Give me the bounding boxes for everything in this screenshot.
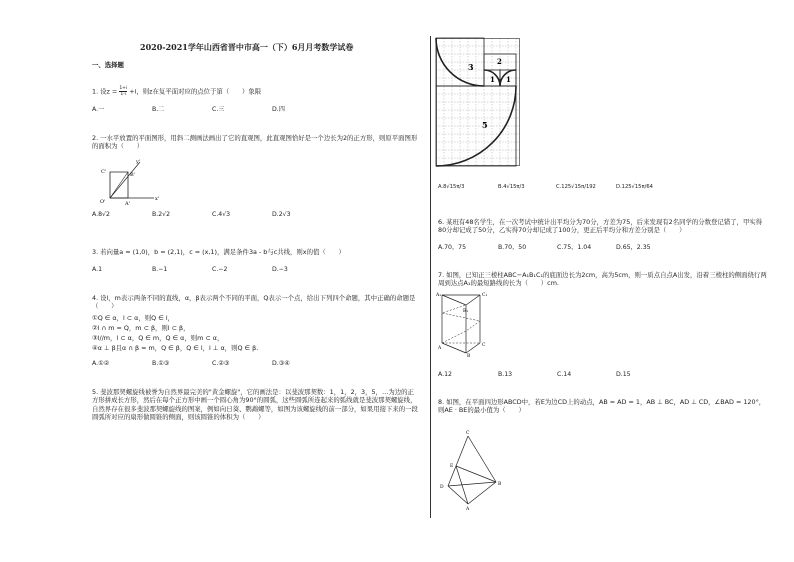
- q1-frac-den: 1-i: [120, 92, 127, 97]
- q7-option-d[interactable]: D.15: [616, 371, 631, 378]
- q2-label-bp: B': [130, 172, 136, 178]
- q8-label-e: E: [450, 464, 454, 469]
- q5-option-d[interactable]: D.125√15π/64: [616, 184, 653, 190]
- q1-option-c[interactable]: C.三: [212, 106, 225, 113]
- q5-option-a[interactable]: A.8√15π/3: [438, 184, 465, 190]
- q7-option-b[interactable]: B.13: [498, 371, 513, 378]
- q2-option-b[interactable]: B.2√2: [152, 211, 171, 218]
- page-title: 2020-2021学年山西省晋中市高一（下）6月月考数学试卷: [140, 42, 354, 52]
- q1-option-d[interactable]: D.四: [272, 106, 285, 113]
- q3-option-b[interactable]: B.−1: [152, 266, 168, 273]
- q1-stem: [92, 86, 261, 97]
- q4-option-d[interactable]: D.③④: [272, 360, 290, 367]
- q1-text-a: 1. 设z =: [92, 87, 118, 96]
- q6-option-c[interactable]: C.75，1.04: [557, 244, 592, 251]
- q6-option-a[interactable]: A.70，75: [438, 244, 467, 251]
- q4-item-4: ④α ⊥ β且α ∩ β = m，Q ∈ β，Q ∈ l，l ⊥ α，则Q ∈ β.: [92, 344, 259, 352]
- q2-label-yp: y': [136, 159, 141, 165]
- q7-label-a: A: [438, 346, 442, 351]
- q8-quadrilateral-figure: [436, 430, 506, 510]
- q4-stem: 4. 设l，m表示两条不同的直线，α，β表示两个不同的平面，Q表示一个点，给出下列四个命题，其中正确的命题是（ ）: [92, 294, 416, 311]
- q7-label-c: C: [482, 343, 486, 348]
- q2-label-xp: x': [155, 196, 160, 202]
- q7-label-b1: B₁: [463, 309, 469, 314]
- q3-stem: 3. 若向量a = (1,0)，b = (2,1)，c = (x,1)，满足条件3a - b与c共线，则x的值（ ）: [92, 248, 345, 256]
- q5-label-3: 3: [468, 62, 474, 72]
- q2-label-op: O': [100, 199, 106, 205]
- q1-text-b: +i，则z在复平面对应的点位于第（ ）象限: [129, 87, 262, 96]
- q1-option-a[interactable]: A.一: [92, 106, 105, 113]
- q4-item-3: ③l//m，l ⊂ α，Q ∈ m，Q ∈ α，则m ⊂ α，: [92, 334, 224, 342]
- q4-option-b[interactable]: B.①③: [152, 360, 170, 367]
- q5-fibonacci-figure: [436, 38, 522, 168]
- q4-option-c[interactable]: C.②③: [212, 360, 230, 367]
- q7-path: [442, 305, 480, 343]
- section-heading: 一、选择题: [92, 61, 124, 69]
- q4-option-a[interactable]: A.①②: [92, 360, 110, 367]
- q3-option-c[interactable]: C.−2: [212, 266, 228, 273]
- q5-label-1a: 1: [490, 75, 495, 84]
- q5-label-1b: 1: [506, 75, 511, 84]
- q1-fraction: [119, 86, 127, 97]
- q5-label-5: 5: [482, 120, 488, 130]
- q8-label-a: A: [466, 507, 470, 512]
- q7-prism-figure: [436, 291, 496, 357]
- q7-stem: 7. 如图，已知正三棱柱ABC−A₁B₁C₁的底面边长为2cm，高为5cm，则一质点自点A出发，沿着三棱柱的侧面绕行两周到达点A₁的最短路线的长为（ ）cm.: [438, 271, 767, 288]
- q2-option-d[interactable]: D.2√3: [272, 211, 291, 218]
- q7-option-c[interactable]: C.14: [557, 371, 572, 378]
- q6-option-d[interactable]: D.65，2.35: [616, 244, 651, 251]
- q1-frac-num: 1+i: [119, 86, 128, 91]
- q6-stem: 6. 某班有48名学生，在一次考试中统计出平均分为70分，方差为75，后来发现有2名同学的分数登记错了，甲实得80分却记成了50分，乙实得70分却记成了100分，更正后平均分和方差分别是（ ）: [438, 218, 763, 235]
- q8-label-c: C: [466, 431, 470, 436]
- q2-option-a[interactable]: A.8√2: [92, 211, 110, 218]
- q2-y-axis: [110, 162, 140, 198]
- q2-figure: [92, 158, 162, 208]
- q1-option-b[interactable]: B.二: [152, 106, 165, 113]
- q2-stem: 2. 一水平放置的平面图形，用斜二测画法画出了它的直观图，此直观图恰好是一个边长为2的正方形，则原平面图形的面积为（ ）: [92, 134, 418, 151]
- q2-label-ap: A': [125, 201, 130, 207]
- q5-label-2: 2: [497, 57, 502, 66]
- q7-label-a1: A₁: [436, 293, 442, 298]
- q8-label-d: D: [440, 485, 444, 490]
- q4-item-1: ①Q ∈ α，l ⊂ α，则Q ∈ l，: [92, 314, 175, 322]
- column-divider: [430, 36, 431, 518]
- q2-option-c[interactable]: C.4√3: [212, 211, 231, 218]
- q7-option-a[interactable]: A.12: [438, 371, 452, 378]
- q7-label-b: B: [467, 354, 471, 359]
- q4-item-2: ②l ∩ m = Q，m ⊂ β，则l ⊂ β，: [92, 324, 190, 332]
- q2-label-cp: C': [101, 169, 107, 175]
- q6-option-b[interactable]: B.70，50: [498, 244, 527, 251]
- q5-option-b[interactable]: B.4√15π/3: [498, 184, 525, 190]
- q7-label-c1: C₁: [482, 293, 488, 298]
- q3-option-a[interactable]: A.1: [92, 266, 103, 273]
- q5-stem: 5. 斐波那契螺旋线被誉为自然界最完美的"黄金螺旋"，它的画法是：以斐波那契数：1，1，2，3，5，…为边的正方形拼成长方形，然后在每个正方形中画一个圆心角为90°的圆弧，这些圆弧所连起来的弧线就是斐波那契螺旋线，自然界存在很多斐波那契螺旋线的图案，例如向日葵、鹦鹉螺等，如图为该螺旋线的前一部分，如果用接下来的一段圆弧所对应的扇形做圆锥的侧面，则该圆锥的体积为（ ）: [92, 388, 418, 422]
- q8-stem: 8. 如图，在平面四边形ABCD中，若E为边CD上的动点，AB = AD = 1，AB ⊥ BC，AD ⊥ CD，∠BAD = 120°，则AE · BE的最小值为（ ）: [438, 398, 766, 415]
- q3-option-d[interactable]: D.−3: [272, 266, 288, 273]
- q2-diagonal: [110, 172, 128, 198]
- q5-option-c[interactable]: C.125√15π/192: [556, 184, 596, 190]
- q8-label-b: B: [498, 482, 502, 487]
